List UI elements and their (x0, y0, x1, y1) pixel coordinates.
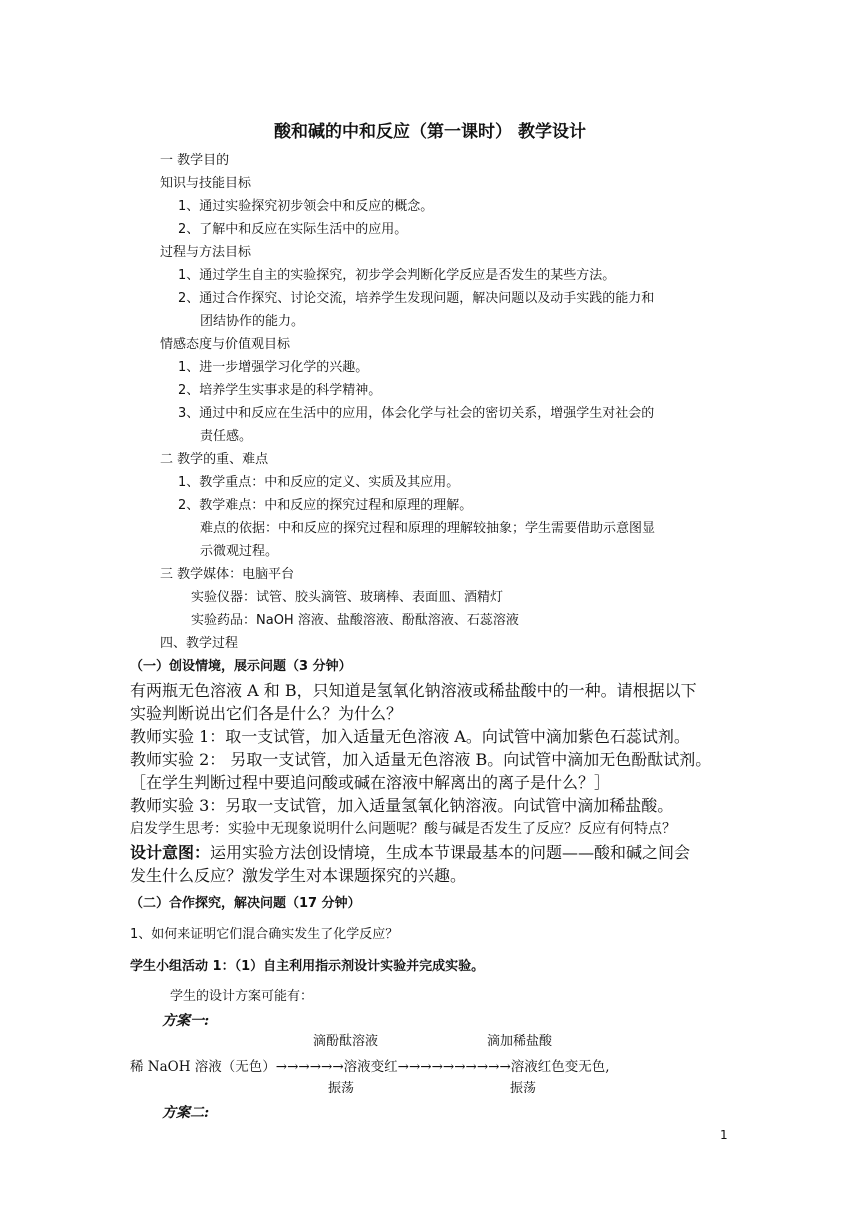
design-intent-line-2: 发生什么反应？激发学生对本课题探究的兴趣。 (130, 866, 467, 885)
design-intent-label: 设计意图： (130, 843, 211, 862)
part-one-heading: （一）创设情境，展示问题（3 分钟） (130, 659, 352, 674)
knowledge-item-1: 1、通过实验探究初步领会中和反应的概念。 (178, 199, 434, 214)
group-activity-1: 学生小组活动 1：（1）自主利用指示剂设计实验并完成实验。 (130, 959, 485, 974)
teacher-experiment-2: 教师实验 2： 另取一支试管，加入适量无色溶液 B。向试管中滴加无色酚酞试剂。 (130, 750, 712, 769)
design-intent-line-1 (130, 843, 690, 863)
flow-step-1-bottom: 振荡 (328, 1081, 355, 1096)
process-method-heading: 过程与方法目标 (160, 245, 252, 260)
process-item-2-cont: 团结协作的能力。 (200, 314, 305, 329)
question-1: 1、如何来证明它们混合确实发生了化学反应？ (130, 927, 399, 942)
key-point: 1、教学重点：中和反应的定义、实质及其应用。 (178, 475, 460, 490)
document-title: 酸和碱的中和反应（第一课时） 教学设计 (274, 122, 586, 142)
attitude-item-3: 3、通过中和反应在生活中的应用，体会化学与社会的密切关系，增强学生对社会的 (178, 406, 655, 421)
section-objectives-heading: 一 教学目的 (160, 153, 230, 168)
section-process-heading: 四、教学过程 (160, 636, 239, 651)
student-thinking-prompt: 启发学生思考：实验中无现象说明什么问题呢？酸与碱是否发生了反应？反应有何特点？ (130, 821, 676, 837)
flow-step-1-top: 滴酚酞溶液 (313, 1034, 379, 1049)
part-two-heading: （二）合作探究，解决问题（17 分钟） (130, 896, 361, 911)
lab-reagents: 实验药品：NaOH 溶液、盐酸溶液、酚酞溶液、石蕊溶液 (191, 613, 519, 628)
attitude-item-3-cont: 责任感。 (200, 429, 253, 444)
process-item-1: 1、通过学生自主的实验探究，初步学会判断化学反应是否发生的某些方法。 (178, 268, 616, 283)
teacher-experiment-3: 教师实验 3：另取一支试管，加入适量氢氧化钠溶液。向试管中滴加稀盐酸。 (130, 796, 674, 815)
page-number: 1 (720, 1128, 728, 1142)
process-item-2: 2、通过合作探究、讨论交流，培养学生发现问题，解决问题以及动手实践的能力和 (178, 291, 655, 306)
plan-two-label: 方案二: (162, 1105, 210, 1121)
scenario-text-line-2: 实验判断说出它们各是什么？为什么？ (130, 704, 403, 723)
attitude-item-1: 1、进一步增强学习化学的兴趣。 (178, 360, 369, 375)
reaction-flow-line: 稀 NaOH 溶液（无色）→→→→→→溶液变红→→→→→→→→→→溶液红色变无色, (130, 1059, 610, 1075)
teacher-experiment-1: 教师实验 1：取一支试管，加入适量无色溶液 A。向试管中滴加紫色石蕊试剂。 (130, 727, 690, 746)
difficulty-basis: 难点的依据：中和反应的探究过程和原理的理解较抽象；学生需要借助示意图显 (200, 521, 656, 536)
knowledge-skills-heading: 知识与技能目标 (160, 176, 252, 191)
attitude-item-2: 2、培养学生实事求是的科学精神。 (178, 383, 382, 398)
scenario-text-line-1: 有两瓶无色溶液 A 和 B，只知道是氢氧化钠溶液或稀盐酸中的一种。请根据以下 (130, 681, 697, 700)
flow-step-2-top: 滴加稀盐酸 (487, 1034, 553, 1049)
lab-instruments: 实验仪器：试管、胶头滴管、玻璃棒、表面皿、酒精灯 (191, 590, 504, 605)
difficulty-basis-cont: 示微观过程。 (200, 544, 279, 559)
teacher-followup-question: ［在学生判断过程中要追问酸或碱在溶液中解离出的离子是什么？］ (130, 773, 611, 792)
plan-one-label: 方案一: (162, 1013, 210, 1029)
attitude-values-heading: 情感态度与价值观目标 (160, 337, 291, 352)
difficult-point: 2、教学难点：中和反应的探究过程和原理的理解。 (178, 498, 473, 513)
knowledge-item-2: 2、了解中和反应在实际生活中的应用。 (178, 222, 408, 237)
section-media-heading: 三 教学媒体：电脑平台 (160, 567, 295, 582)
possible-plans-intro: 学生的设计方案可能有： (170, 989, 314, 1004)
section-key-points-heading: 二 教学的重、难点 (160, 452, 269, 467)
design-intent-text: 运用实验方法创设情境，生成本节课最基本的问题——酸和碱之间会 (210, 843, 691, 862)
flow-step-2-bottom: 振荡 (510, 1081, 537, 1096)
